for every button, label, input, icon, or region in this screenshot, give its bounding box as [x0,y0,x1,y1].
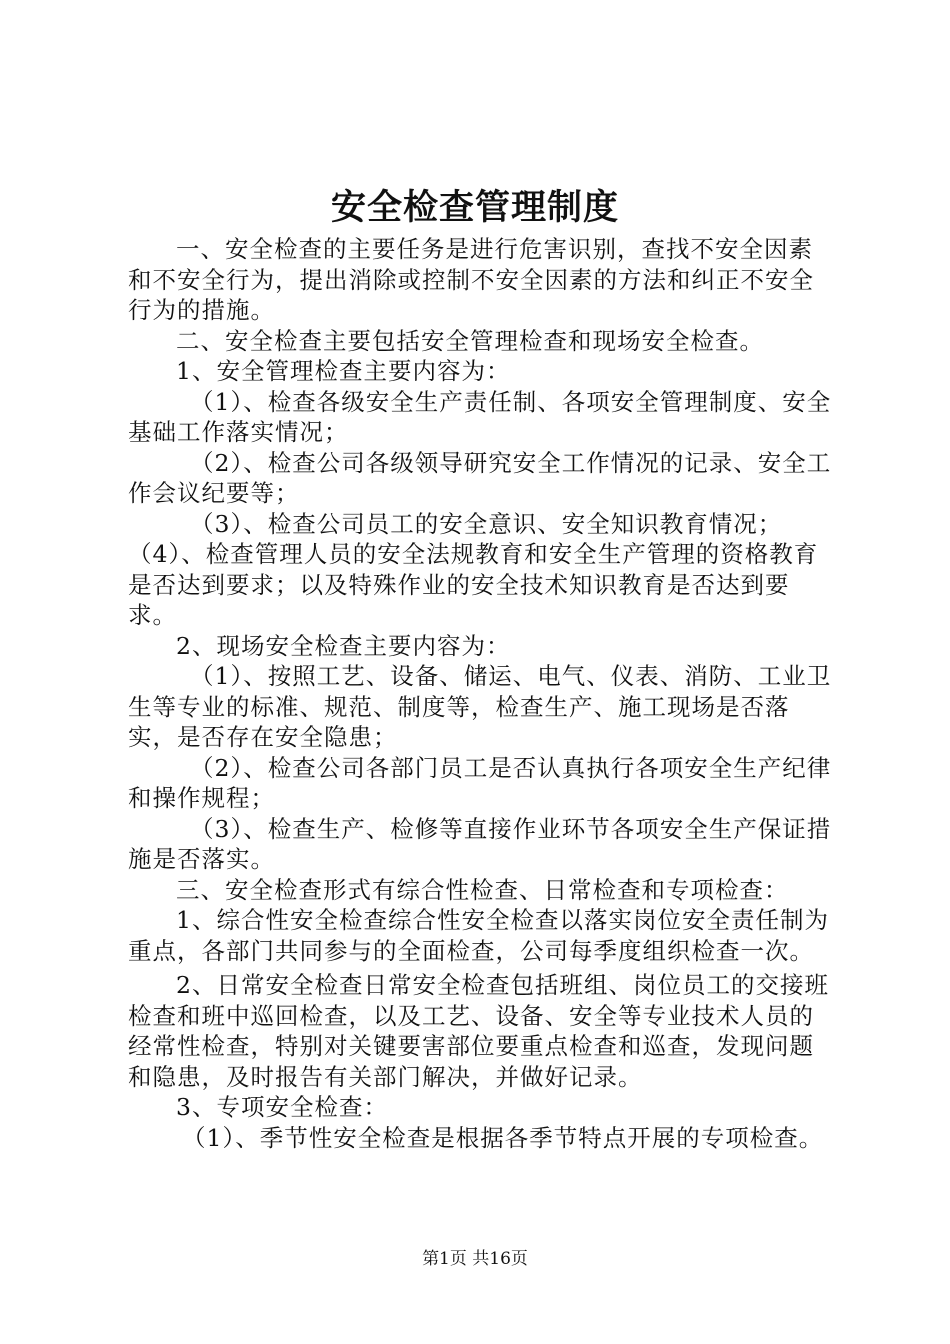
paragraph-item-3-3-heading: 3、专项安全检查： [176,1093,388,1121]
paragraph-section-1: 一、安全检查的主要任务是进行危害识别，查找不安全因素和不安全行为，提出消除或控制不安全因素的方法和纠正不安全行为的措施。 [128,235,814,324]
paragraph-item-1-3: （3）、检查公司员工的安全意识、安全知识教育情况； [190,509,783,538]
paragraph-item-1-1: （1）、检查各级安全生产责任制、各项安全管理制度、安全基础工作落实情况； [128,387,832,446]
paragraph-item-2-heading: 2、现场安全检查主要内容为： [176,631,511,660]
paragraph-item-1-4: （4）、检查管理人员的安全法规教育和安全生产管理的资格教育是否达到要求；以及特殊作业的安全技术知识教育是否达到要求。 [128,540,819,629]
page-footer: 第1页 共16页 [422,1249,528,1269]
paragraph-item-2-3: （3）、检查生产、检修等直接作业环节各项安全生产保证措施是否落实。 [128,814,832,873]
paragraph-item-3-1: 1、综合性安全检查综合性安全检查以落实岗位安全责任制为重点，各部门共同参与的全面检查，公司每季度组织检查一次。 [128,906,829,965]
document-title: 安全检查管理制度 [330,187,619,228]
document-body [128,234,832,1153]
paragraph-item-3-3-1: （1）、季节性安全检查是根据各季节特点开展的专项检查。 [182,1123,824,1152]
paragraph-item-3-2: 2、日常安全检查日常安全检查包括班组、岗位员工的交接班检查和班中巡回检查，以及工艺、设备、安全等专业技术人员的经常性检查，特别对关键要害部位要重点检查和巡查，发现问题和隐患，及时报告有关部门解决，并做好记录。 [128,971,829,1091]
paragraph-section-3: 三、安全检查形式有综合性检查、日常检查和专项检查： [176,875,789,904]
paragraph-item-1-2: （2）、检查公司各级领导研究安全工作情况的记录、安全工作会议纪要等； [128,448,832,507]
paragraph-section-2: 二、安全检查主要包括安全管理检查和现场安全检查。 [176,326,764,355]
paragraph-item-2-2: （2）、检查公司各部门员工是否认真执行各项安全生产纪律和操作规程； [128,753,832,812]
paragraph-item-1-heading: 1、安全管理检查主要内容为： [176,357,511,385]
paragraph-item-2-1: （1）、按照工艺、设备、储运、电气、仪表、消防、工业卫生等专业的标准、规范、制度等，检查生产、施工现场是否落实，是否存在安全隐患； [128,662,832,751]
